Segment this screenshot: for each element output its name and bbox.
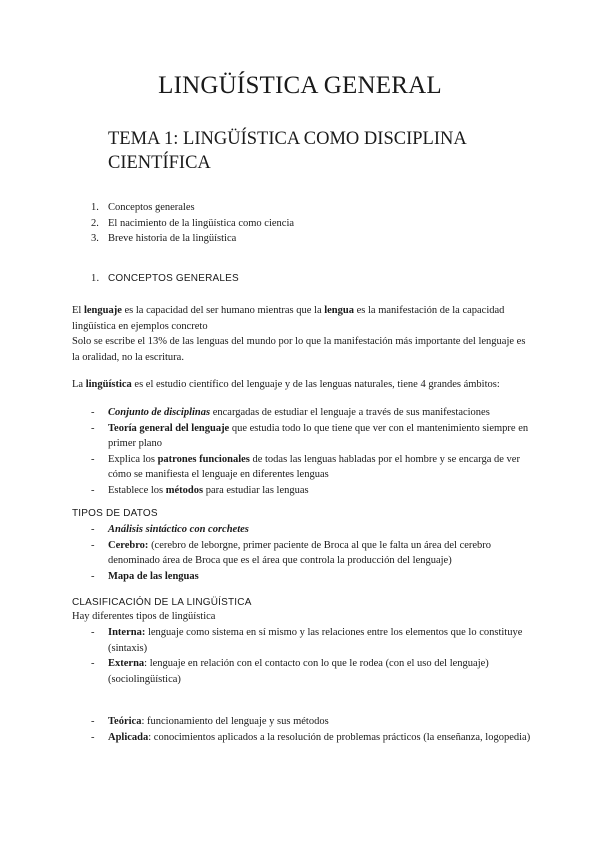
table-of-contents bbox=[91, 200, 294, 247]
list-item: - Teoría general del lenguaje que estudia todo lo que tiene que ver con el mantenimiento siempre en primer plano bbox=[91, 422, 529, 449]
clasificacion-heading: CLASIFICACIÓN DE LA LINGÜÍSTICA bbox=[72, 597, 252, 608]
list-item: - Explica los patrones funcionales de todas las lenguas habladas por el hombre y se encarga de ver cómo se manifiesta el lenguaje en diferentes lenguas bbox=[91, 453, 520, 480]
list-item: - Aplicada: conocimientos aplicados a la resolución de problemas prácticos (la enseñanza, logopedia) bbox=[91, 731, 531, 743]
list-item: - Cerebro: (cerebro de leborgne, primer paciente de Broca al que le falta un área del cerebro denominado área de Broca que es el área que controla la producción del lenguaje) bbox=[91, 539, 492, 566]
paragraph-linguistica: La lingüística es el estudio científico del lenguaje y de las lenguas naturales, tiene 4 grandes ámbitos: bbox=[72, 379, 500, 390]
clasificacion-intro: Hay diferentes tipos de lingüística bbox=[72, 611, 216, 622]
tipos-list bbox=[91, 522, 536, 584]
toc-item: 3. Breve historia de la lingüística bbox=[91, 233, 237, 244]
list-item: - Externa: lenguaje en relación con el contacto con lo que le rodea (con el uso del lenguaje) (sociolingüística) bbox=[91, 658, 489, 685]
list-item: - Interna: lenguaje como sistema en sí mismo y las relaciones entre los elementos que lo constituye (sintaxis) bbox=[91, 627, 523, 654]
list-item: - Mapa de las lenguas bbox=[91, 570, 199, 582]
clasificacion-list-1 bbox=[91, 625, 536, 687]
list-item: - Conjunto de disciplinas encargadas de estudiar el lenguaje a través de sus manifestaciones bbox=[91, 407, 490, 418]
toc-item: 1. Conceptos generales bbox=[91, 202, 195, 213]
tipos-heading: TIPOS DE DATOS bbox=[72, 508, 158, 519]
section-heading: 1. CONCEPTOS GENERALES bbox=[91, 273, 239, 284]
list-item: - Análisis sintáctico con corchetes bbox=[91, 524, 249, 535]
list-item: - Establece los métodos para estudiar las lenguas bbox=[91, 484, 309, 496]
document-title: LINGÜÍSTICA GENERAL bbox=[158, 72, 442, 99]
paragraph-lenguaje: El lenguaje es la capacidad del ser humano mientras que la lengua es la manifestación de la capacidad lingüística en ejemplos concreto Solo se escribe el 13% de las lenguas del mundo por lo que la manifestación más importante del lenguaje es la oralidad, no la escritura. bbox=[72, 305, 526, 363]
list-item: - Teórica: funcionamiento del lenguaje y sus métodos bbox=[91, 716, 329, 727]
topic-title: TEMA 1: LINGÜÍSTICA COMO DISCIPLINA CIENTÍFICA bbox=[108, 129, 466, 173]
toc-item: 2. El nacimiento de la lingüística como ciencia bbox=[91, 217, 295, 229]
clasificacion-list-2 bbox=[91, 714, 536, 745]
ambitos-list bbox=[91, 405, 536, 498]
